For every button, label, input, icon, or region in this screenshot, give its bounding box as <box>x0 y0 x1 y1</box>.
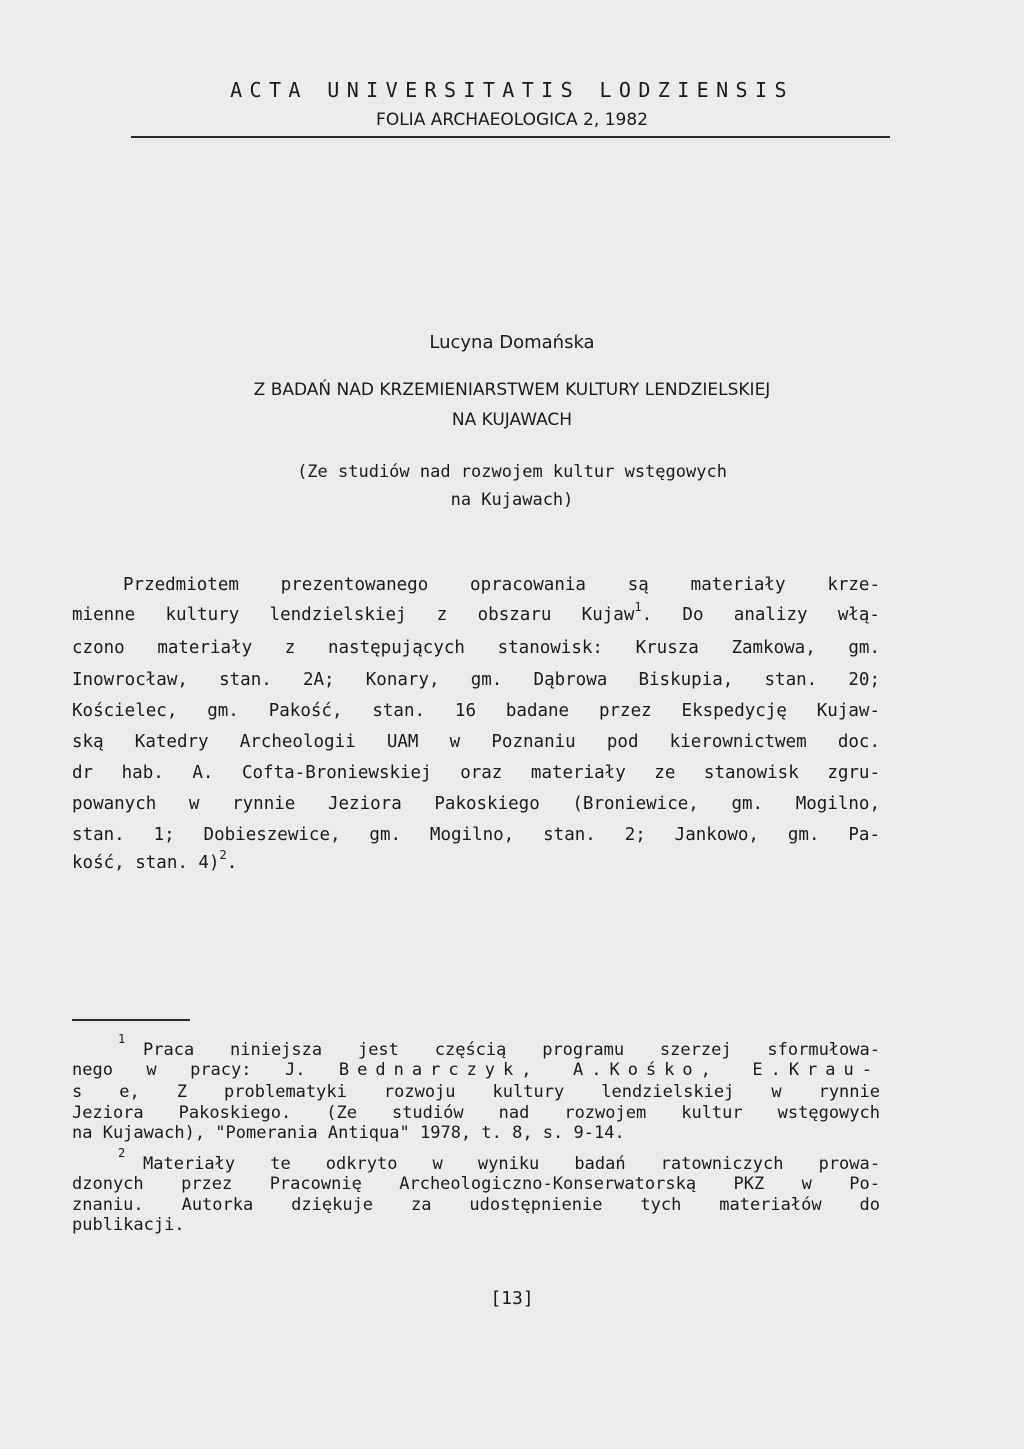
article-subtitle-line-1: (Ze studiów nad rozwojem kultur wstęgowych <box>297 462 727 482</box>
header-rule <box>131 136 890 138</box>
footnote-2-line-2: dzonych przez Pracownię Archeologiczno-Konserwatorską PKZ w Po- <box>72 1174 880 1194</box>
footnote-1-name-3: E.Krau- <box>752 1060 880 1080</box>
body-line-4: Inowrocław, stan. 2A; Konary, gm. Dąbrowa Biskupia, stan. 20; <box>72 670 880 690</box>
body-line-1: Przedmiotem prezentowanego opracowania są materiały krze- <box>123 575 880 595</box>
footnote-1-line-2 <box>72 1062 880 1079</box>
article-subtitle-line-2: na Kujawach) <box>450 490 574 510</box>
body-line-3: czono materiały z następujących stanowisk: Krusza Zamkowa, gm. <box>72 638 880 658</box>
footnote-2-number: 2 <box>118 1146 126 1160</box>
body-line-10 <box>72 848 880 873</box>
body-line-10-text: kość, stan. 4) <box>72 853 220 873</box>
footnote-1-number: 1 <box>118 1032 126 1046</box>
body-line-9: stan. 1; Dobieszewice, gm. Mogilno, stan. 2; Jankowo, gm. Pa- <box>72 825 880 845</box>
body-line-2-text: mienne kultury lendzielskiej z obszaru Kujaw <box>72 605 635 625</box>
footnote-2-line-1: Materiały te odkryto w wyniku badań ratowniczych prowa- <box>143 1154 880 1174</box>
article-title-line-1: Z BADAŃ NAD KRZEMIENIARSTWEM KULTURY LENDZIELSKIEJ <box>253 380 771 400</box>
article-author: Lucyna Domańska <box>429 332 595 353</box>
footnote-1-line-1: Praca niniejsza jest częścią programu szerzej sformułowa- <box>143 1040 880 1060</box>
body-line-5: Kościelec, gm. Pakość, stan. 16 badane przez Ekspedycję Kujaw- <box>72 701 880 721</box>
footnote-1-line-3: s e, Z problematyki rozwoju kultury lendzielskiej w rynnie <box>72 1082 880 1102</box>
footnote-1-initial: J. <box>284 1060 306 1080</box>
body-line-8: powanych w rynnie Jeziora Pakoskiego (Broniewice, gm. Mogilno, <box>72 794 880 814</box>
body-line-7: dr hab. A. Cofta-Broniewskiej oraz materiały ze stanowisk zgru- <box>72 763 880 783</box>
article-title-line-2: NA KUJAWACH <box>451 410 573 430</box>
footnote-1-name-2: A.Kośko, <box>572 1060 719 1080</box>
page-number: [13] <box>490 1288 534 1309</box>
footnote-1-line-2-text: nego w pracy: <box>72 1060 252 1080</box>
footnote-rule <box>72 1019 190 1021</box>
footnote-1-name-1: Bednarczyk, <box>338 1060 540 1080</box>
footnote-ref-2: 2 <box>219 848 227 862</box>
footnote-ref-1: 1 <box>634 600 642 614</box>
body-line-6: ską Katedry Archeologii UAM w Poznaniu pod kierownictwem doc. <box>72 732 880 752</box>
body-line-2 <box>72 600 880 625</box>
journal-series: ACTA UNIVERSITATIS LODZIENSIS <box>230 78 794 102</box>
footnote-1-line-4: Jeziora Pakoskiego. (Ze studiów nad rozwojem kultur wstęgowych <box>72 1103 880 1123</box>
journal-volume: FOLIA ARCHAEOLOGICA 2, 1982 <box>376 110 648 130</box>
body-line-10-tail: . <box>226 853 238 873</box>
footnote-2-line-4: publikacji. <box>72 1215 185 1235</box>
body-line-2-tail: . Do analizy włą- <box>641 605 880 625</box>
footnote-2-line-3: znaniu. Autorka dziękuje za udostępnienie tych materiałów do <box>72 1195 880 1215</box>
footnote-1-line-5: na Kujawach), "Pomerania Antiqua" 1978, t. 8, s. 9-14. <box>72 1123 625 1143</box>
